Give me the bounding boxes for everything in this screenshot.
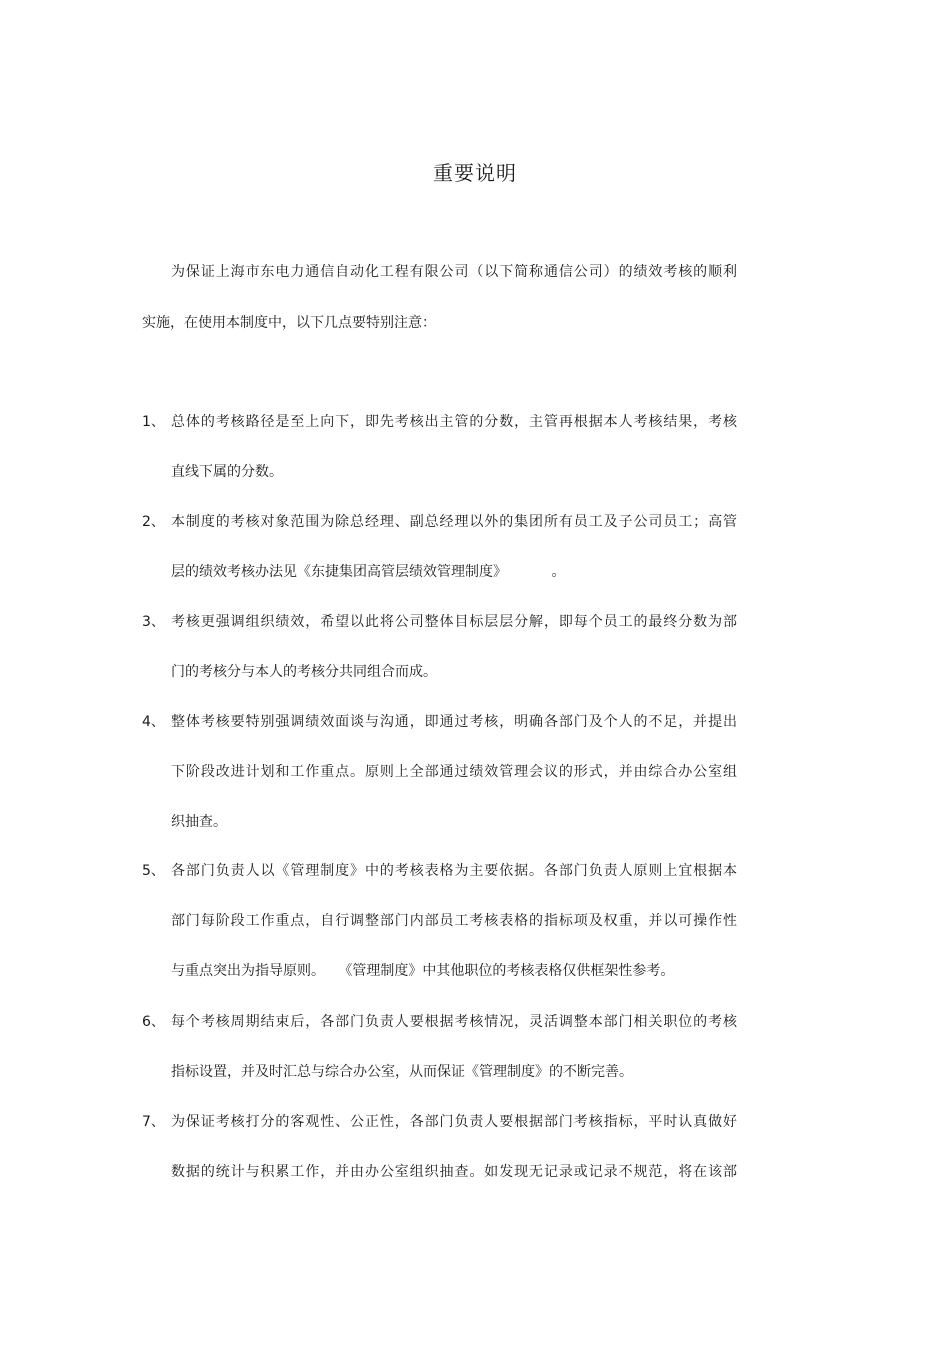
- item-7-line-2: 数据的统计与积累工作，并由办公室组织抽查。如发现无记录或记录不规范，将在该部: [171, 1164, 737, 1180]
- item-1-line-2: 直线下属的分数。: [171, 464, 283, 480]
- item-6-line-2: 指标设置，并及时汇总与综合办公室，从而保证《管理制度》的不断完善。: [171, 1064, 633, 1080]
- item-7-line-1: 为保证考核打分的客观性、公正性，各部门负责人要根据部门考核指标，平时认真做好: [171, 1114, 737, 1130]
- item-7-number: 7、: [142, 1114, 165, 1130]
- item-5-line-1: 各部门负责人以《管理制度》中的考核表格为主要依据。各部门负责人原则上宜根据本: [171, 863, 737, 879]
- intro-line-1: 为保证上海市东电力通信自动化工程有限公司（以下简称通信公司）的绩效考核的顺利: [171, 264, 737, 280]
- item-4-line-3: 织抽查。: [171, 814, 227, 830]
- item-2-line-2: 层的绩效考核办法见《东捷集团高管层绩效管理制度》 。: [171, 564, 566, 580]
- document-title: 重要说明: [433, 161, 517, 185]
- item-6-line-1: 每个考核周期结束后，各部门负责人要根据考核情况，灵活调整本部门相关职位的考核: [171, 1014, 737, 1030]
- item-5-line-2: 部门每阶段工作重点，自行调整部门内部员工考核表格的指标项及权重，并以可操作性: [171, 913, 737, 929]
- item-3-line-1: 考核更强调组织绩效，希望以此将公司整体目标层层分解，即每个员工的最终分数为部: [171, 614, 737, 630]
- item-5-line-3: 与重点突出为指导原则。 《管理制度》中其他职位的考核表格仅供框架性参考。: [171, 963, 675, 979]
- item-2-number: 2、: [142, 514, 165, 530]
- item-4-line-1: 整体考核要特别强调绩效面谈与沟通，即通过考核，明确各部门及个人的不足，并提出: [171, 714, 737, 730]
- item-4-line-2: 下阶段改进计划和工作重点。原则上全部通过绩效管理会议的形式，并由综合办公室组: [171, 764, 737, 780]
- item-3-line-2: 门的考核分与本人的考核分共同组合而成。: [171, 664, 437, 680]
- intro-line-2: 实施，在使用本制度中，以下几点要特别注意：: [142, 315, 436, 331]
- item-4-number: 4、: [142, 714, 165, 730]
- item-3-number: 3、: [142, 614, 165, 630]
- item-5-number: 5、: [142, 863, 165, 879]
- item-1-number: 1、: [142, 414, 165, 430]
- item-2-line-1: 本制度的考核对象范围为除总经理、副总经理以外的集团所有员工及子公司员工；高管: [171, 514, 737, 530]
- item-6-number: 6、: [142, 1014, 165, 1030]
- item-1-line-1: 总体的考核路径是至上向下，即先考核出主管的分数，主管再根据本人考核结果，考核: [171, 414, 737, 430]
